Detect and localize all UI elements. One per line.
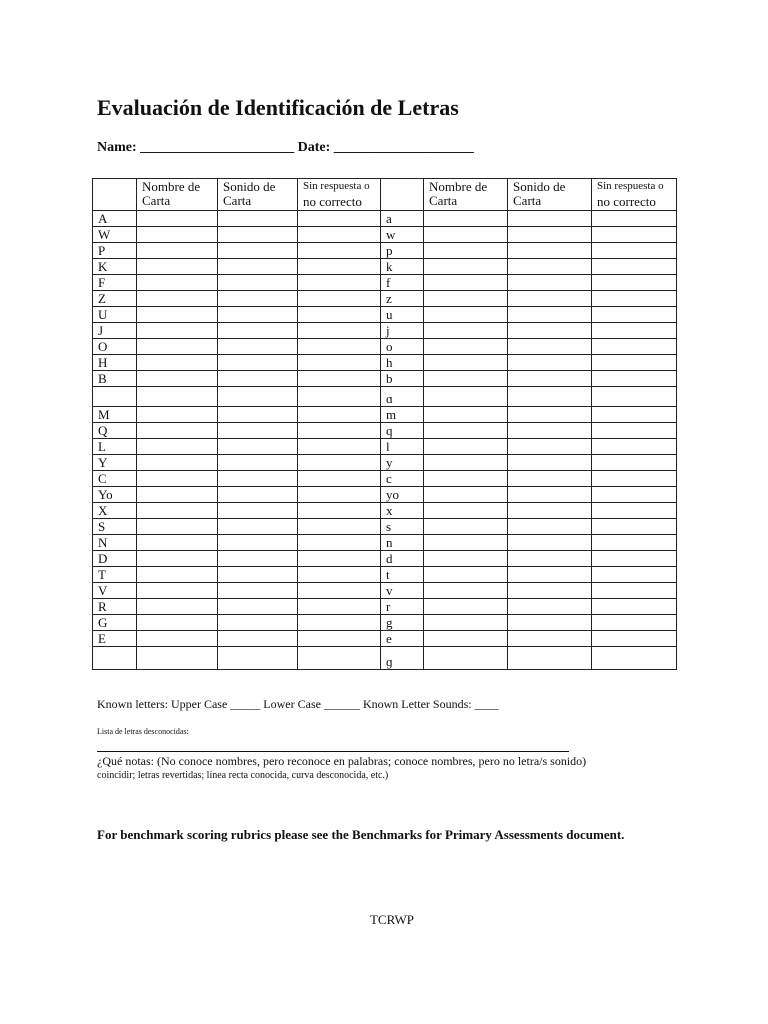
lower-letter-cell: n [381,535,424,551]
sin-respuesta-upper-cell[interactable] [298,487,381,503]
name-date-line: Name: ______________________ Date: ____________________ [97,140,474,155]
sonido-lower-cell[interactable] [508,599,592,615]
upper-letter-cell: Yo [93,487,137,503]
sin-respuesta-lower-cell[interactable] [592,371,677,387]
table-row [93,471,677,487]
nombre-lower-cell[interactable] [424,323,508,339]
nombre-upper-cell[interactable] [137,387,218,407]
sin-respuesta-lower-cell[interactable] [592,243,677,259]
sin-respuesta-upper-cell[interactable] [298,407,381,423]
nombre-lower-cell[interactable] [424,503,508,519]
sonido-lower-cell[interactable] [508,471,592,487]
lower-letter-cell: d [381,551,424,567]
sin-respuesta-lower-cell[interactable] [592,291,677,307]
sonido-upper-cell[interactable] [218,615,298,631]
sin-respuesta-lower-cell[interactable] [592,567,677,583]
sonido-lower-cell[interactable] [508,567,592,583]
nombre-upper-cell[interactable] [137,423,218,439]
sonido-upper-cell[interactable] [218,407,298,423]
sonido-lower-cell[interactable] [508,371,592,387]
sin-respuesta-lower-cell[interactable] [592,211,677,227]
header-sin-respuesta-upper [298,179,381,211]
table-row [93,439,677,455]
table-row [93,339,677,355]
sonido-lower-cell[interactable] [508,323,592,339]
sonido-lower-cell[interactable] [508,503,592,519]
table-row [93,551,677,567]
table-row [93,503,677,519]
sonido-upper-cell[interactable] [218,551,298,567]
upper-letter-cell: S [93,519,137,535]
sonido-upper-cell[interactable] [218,323,298,339]
sonido-lower-cell[interactable] [508,487,592,503]
header-upper-letter [93,179,137,211]
sonido-lower-cell[interactable] [508,407,592,423]
sin-respuesta-upper-cell[interactable] [298,439,381,455]
lower-letter-cell: e [381,631,424,647]
sonido-upper-cell[interactable] [218,307,298,323]
table-row [93,535,677,551]
sonido-lower-cell[interactable] [508,439,592,455]
lower-letter-cell: h [381,355,424,371]
nombre-lower-cell[interactable] [424,407,508,423]
sin-respuesta-upper-cell[interactable] [298,339,381,355]
table-row [93,291,677,307]
table-row [93,387,677,407]
notes-line-2: coincidir; letras revertidas; línea recta conocida, curva desconocida, etc.) [97,770,389,781]
nombre-lower-cell[interactable] [424,535,508,551]
nombre-upper-cell[interactable] [137,291,218,307]
upper-letter-cell: K [93,259,137,275]
upper-letter-cell: Y [93,455,137,471]
sin-respuesta-lower-cell[interactable] [592,339,677,355]
lower-letter-cell: a [381,211,424,227]
sonido-upper-cell[interactable] [218,455,298,471]
upper-letter-cell: E [93,631,137,647]
nombre-lower-cell[interactable] [424,291,508,307]
sonido-lower-cell[interactable] [508,259,592,275]
nombre-upper-cell[interactable] [137,583,218,599]
sin-respuesta-upper-cell[interactable] [298,567,381,583]
header-sonido-upper: Sonido de Carta [218,179,298,211]
table-row [93,355,677,371]
sonido-upper-cell[interactable] [218,355,298,371]
nombre-upper-cell[interactable] [137,243,218,259]
upper-letter-cell: O [93,339,137,355]
sin-respuesta-upper-cell[interactable] [298,307,381,323]
nombre-upper-cell[interactable] [137,487,218,503]
table-row [93,371,677,387]
sin-respuesta-lower-cell[interactable] [592,355,677,371]
sonido-upper-cell[interactable] [218,631,298,647]
nombre-lower-cell[interactable] [424,519,508,535]
lower-letter-cell: v [381,583,424,599]
sin-respuesta-upper-cell[interactable] [298,583,381,599]
sin-respuesta-lower-cell[interactable] [592,307,677,323]
sonido-upper-cell[interactable] [218,211,298,227]
sonido-lower-cell[interactable] [508,551,592,567]
table-body [93,211,677,670]
sin-respuesta-upper-cell[interactable] [298,259,381,275]
sin-respuesta-lower-cell[interactable] [592,647,677,670]
nombre-lower-cell[interactable] [424,243,508,259]
table-row [93,583,677,599]
sin-respuesta-upper-cell[interactable] [298,535,381,551]
sonido-lower-cell[interactable] [508,227,592,243]
sonido-upper-cell[interactable] [218,275,298,291]
table-row [93,423,677,439]
sonido-lower-cell[interactable] [508,307,592,323]
upper-letter-cell: L [93,439,137,455]
sin-respuesta-lower-cell[interactable] [592,535,677,551]
sin-respuesta-lower-cell[interactable] [592,407,677,423]
nombre-upper-cell[interactable] [137,275,218,291]
nombre-upper-cell[interactable] [137,307,218,323]
lower-letter-cell: m [381,407,424,423]
unknown-letters-rule [97,751,569,752]
sonido-upper-cell[interactable] [218,227,298,243]
sin-respuesta-lower-cell[interactable] [592,503,677,519]
nombre-lower-cell[interactable] [424,439,508,455]
lower-letter-cell: c [381,471,424,487]
sonido-lower-cell[interactable] [508,535,592,551]
nombre-lower-cell[interactable] [424,275,508,291]
sin-respuesta-upper-cell[interactable] [298,423,381,439]
sonido-upper-cell[interactable] [218,599,298,615]
sin-respuesta-lower-cell[interactable] [592,487,677,503]
sin-respuesta-lower-cell[interactable] [592,387,677,407]
sin-respuesta-upper-cell[interactable] [298,275,381,291]
upper-letter-cell: Z [93,291,137,307]
header-sin-line1: Sin respuesta o [303,180,370,192]
nombre-upper-cell[interactable] [137,519,218,535]
nombre-upper-cell[interactable] [137,323,218,339]
nombre-lower-cell[interactable] [424,615,508,631]
sin-respuesta-upper-cell[interactable] [298,471,381,487]
sonido-lower-cell[interactable] [508,355,592,371]
nombre-upper-cell[interactable] [137,535,218,551]
nombre-lower-cell[interactable] [424,631,508,647]
sin-respuesta-upper-cell[interactable] [298,323,381,339]
sin-respuesta-lower-cell[interactable] [592,259,677,275]
sonido-lower-cell[interactable] [508,275,592,291]
upper-letter-cell: X [93,503,137,519]
nombre-upper-cell[interactable] [137,227,218,243]
lower-letter-cell: t [381,567,424,583]
nombre-lower-cell[interactable] [424,371,508,387]
sonido-upper-cell[interactable] [218,439,298,455]
upper-letter-cell: V [93,583,137,599]
nombre-upper-cell[interactable] [137,407,218,423]
table-row [93,227,677,243]
sin-respuesta-lower-cell[interactable] [592,423,677,439]
sin-respuesta-upper-cell[interactable] [298,615,381,631]
sin-respuesta-lower-cell[interactable] [592,439,677,455]
nombre-lower-cell[interactable] [424,211,508,227]
nombre-lower-cell[interactable] [424,455,508,471]
nombre-upper-cell[interactable] [137,355,218,371]
sin-respuesta-upper-cell[interactable] [298,291,381,307]
sonido-lower-cell[interactable] [508,455,592,471]
sin-respuesta-lower-cell[interactable] [592,275,677,291]
sonido-upper-cell[interactable] [218,567,298,583]
nombre-lower-cell[interactable] [424,599,508,615]
sonido-upper-cell[interactable] [218,243,298,259]
sin-respuesta-lower-cell[interactable] [592,519,677,535]
sonido-lower-cell[interactable] [508,519,592,535]
upper-letter-cell [93,647,137,670]
header-sin-line2: no correcto [303,194,362,209]
upper-letter-cell: T [93,567,137,583]
sin-respuesta-lower-cell[interactable] [592,583,677,599]
sonido-upper-cell[interactable] [218,259,298,275]
sonido-lower-cell[interactable] [508,211,592,227]
table-row [93,647,677,670]
upper-letter-cell: G [93,615,137,631]
sin-respuesta-upper-cell[interactable] [298,355,381,371]
header-nombre-upper: Nombre de Carta [137,179,218,211]
sonido-upper-cell[interactable] [218,291,298,307]
sonido-upper-cell[interactable] [218,471,298,487]
sonido-lower-cell[interactable] [508,631,592,647]
lower-letter-cell: ɑ [381,387,424,407]
sonido-lower-cell[interactable] [508,339,592,355]
sin-respuesta-upper-cell[interactable] [298,243,381,259]
lower-letter-cell: l [381,439,424,455]
lower-letter-cell: z [381,291,424,307]
nombre-lower-cell[interactable] [424,387,508,407]
nombre-lower-cell[interactable] [424,647,508,670]
nombre-upper-cell[interactable] [137,339,218,355]
nombre-upper-cell[interactable] [137,599,218,615]
footer-text: TCRWP [369,912,415,927]
notes-line-1: ¿Qué notas: (No conoce nombres, pero reconoce en palabras; conoce nombres, pero no letra/s sonido) [97,754,587,768]
nombre-upper-cell[interactable] [137,471,218,487]
nombre-upper-cell[interactable] [137,551,218,567]
nombre-upper-cell[interactable] [137,567,218,583]
sonido-lower-cell[interactable] [508,615,592,631]
upper-letter-cell: U [93,307,137,323]
table-row [93,259,677,275]
nombre-lower-cell[interactable] [424,551,508,567]
table-row [93,275,677,291]
upper-letter-cell: N [93,535,137,551]
sonido-upper-cell[interactable] [218,487,298,503]
upper-letter-cell: R [93,599,137,615]
sin-respuesta-lower-cell[interactable] [592,551,677,567]
lower-letter-cell: s [381,519,424,535]
upper-letter-cell: D [93,551,137,567]
table-row [93,407,677,423]
lower-letter-cell: j [381,323,424,339]
sin-respuesta-lower-cell[interactable] [592,455,677,471]
upper-letter-cell: P [93,243,137,259]
sonido-upper-cell[interactable] [218,647,298,670]
table-row [93,519,677,535]
header-sin-line1: Sin respuesta o [597,180,664,192]
sonido-lower-cell[interactable] [508,243,592,259]
sonido-upper-cell[interactable] [218,535,298,551]
sin-respuesta-upper-cell[interactable] [298,387,381,407]
nombre-lower-cell[interactable] [424,339,508,355]
header-sonido-lower: Sonido de Carta [508,179,592,211]
upper-letter-cell: A [93,211,137,227]
nombre-upper-cell[interactable] [137,439,218,455]
nombre-lower-cell[interactable] [424,423,508,439]
lower-letter-cell: b [381,371,424,387]
lower-letter-cell: f [381,275,424,291]
table-row [93,487,677,503]
table-row [93,599,677,615]
sonido-upper-cell[interactable] [218,583,298,599]
nombre-lower-cell[interactable] [424,583,508,599]
lower-letter-cell: q [381,423,424,439]
sin-respuesta-lower-cell[interactable] [592,599,677,615]
table-row [93,615,677,631]
nombre-lower-cell[interactable] [424,471,508,487]
sonido-lower-cell[interactable] [508,387,592,407]
header-nombre-lower: Nombre de Carta [424,179,508,211]
nombre-upper-cell[interactable] [137,455,218,471]
sonido-lower-cell[interactable] [508,583,592,599]
nombre-upper-cell[interactable] [137,503,218,519]
lower-letter-cell: x [381,503,424,519]
upper-letter-cell: B [93,371,137,387]
sin-respuesta-lower-cell[interactable] [592,615,677,631]
sin-respuesta-upper-cell[interactable] [298,647,381,670]
letter-assessment-table [92,178,677,670]
upper-letter-cell: F [93,275,137,291]
sin-respuesta-lower-cell[interactable] [592,631,677,647]
lower-letter-cell: g [381,615,424,631]
table-row [93,307,677,323]
lower-letter-cell: k [381,259,424,275]
upper-letter-cell: W [93,227,137,243]
upper-letter-cell: Q [93,423,137,439]
upper-letter-cell [93,387,137,407]
benchmark-note: For benchmark scoring rubrics please see the Benchmarks for Primary Assessments document. [97,827,625,842]
table-row [93,243,677,259]
table-row [93,323,677,339]
page-title: Evaluación de Identificación de Letras [97,95,459,120]
sin-respuesta-lower-cell[interactable] [592,471,677,487]
upper-letter-cell: H [93,355,137,371]
lower-letter-cell: yo [381,487,424,503]
sonido-upper-cell[interactable] [218,387,298,407]
sin-respuesta-upper-cell[interactable] [298,519,381,535]
sin-respuesta-upper-cell[interactable] [298,599,381,615]
header-sin-line2: no correcto [597,194,656,209]
header-sin-respuesta-lower [592,179,677,211]
nombre-upper-cell[interactable] [137,647,218,670]
sonido-upper-cell[interactable] [218,339,298,355]
sin-respuesta-upper-cell[interactable] [298,631,381,647]
sin-respuesta-upper-cell[interactable] [298,211,381,227]
nombre-upper-cell[interactable] [137,615,218,631]
sonido-lower-cell[interactable] [508,423,592,439]
sin-respuesta-upper-cell[interactable] [298,227,381,243]
nombre-upper-cell[interactable] [137,211,218,227]
nombre-lower-cell[interactable] [424,487,508,503]
lower-letter-cell: w [381,227,424,243]
nombre-lower-cell[interactable] [424,567,508,583]
sonido-lower-cell[interactable] [508,291,592,307]
lower-letter-cell: r [381,599,424,615]
unknown-letters-label: Lista de letras desconocidas: [97,727,189,736]
lower-letter-cell: o [381,339,424,355]
nombre-upper-cell[interactable] [137,371,218,387]
sin-respuesta-lower-cell[interactable] [592,323,677,339]
sonido-upper-cell[interactable] [218,371,298,387]
upper-letter-cell: M [93,407,137,423]
upper-letter-cell: J [93,323,137,339]
lower-letter-cell: ɡ [381,647,424,670]
sin-respuesta-upper-cell[interactable] [298,503,381,519]
known-letters-line: Known letters: Upper Case _____ Lower Case ______ Known Letter Sounds: ____ [97,697,499,711]
nombre-lower-cell[interactable] [424,307,508,323]
sonido-upper-cell[interactable] [218,423,298,439]
sin-respuesta-upper-cell[interactable] [298,551,381,567]
sonido-lower-cell[interactable] [508,647,592,670]
sin-respuesta-lower-cell[interactable] [592,227,677,243]
sonido-upper-cell[interactable] [218,503,298,519]
table-row [93,211,677,227]
nombre-upper-cell[interactable] [137,631,218,647]
table-row [93,455,677,471]
table-row [93,567,677,583]
sin-respuesta-upper-cell[interactable] [298,455,381,471]
header-lower-letter [381,179,424,211]
nombre-lower-cell[interactable] [424,355,508,371]
sonido-upper-cell[interactable] [218,519,298,535]
nombre-lower-cell[interactable] [424,259,508,275]
lower-letter-cell: y [381,455,424,471]
table-row [93,631,677,647]
nombre-lower-cell[interactable] [424,227,508,243]
lower-letter-cell: u [381,307,424,323]
table-header-row [93,179,677,211]
sin-respuesta-upper-cell[interactable] [298,371,381,387]
nombre-upper-cell[interactable] [137,259,218,275]
upper-letter-cell: C [93,471,137,487]
lower-letter-cell: p [381,243,424,259]
